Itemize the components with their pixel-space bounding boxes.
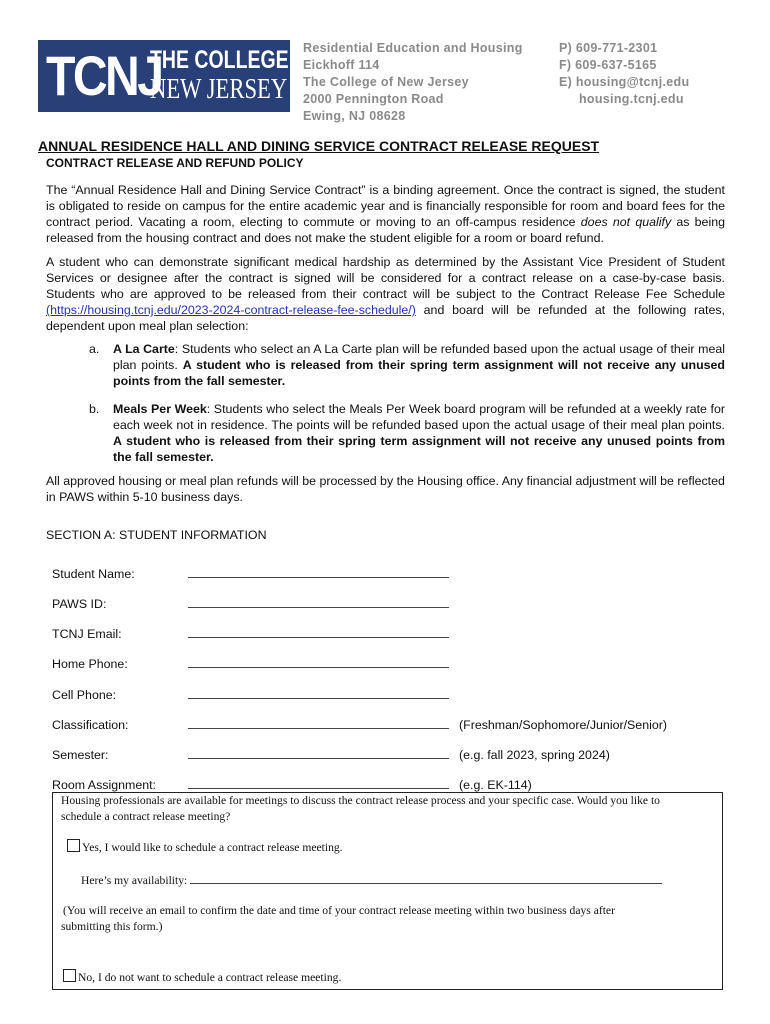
classification-input[interactable] (188, 717, 449, 729)
field-label: TCNJ Email: (52, 627, 122, 641)
list-marker: a. (89, 342, 100, 356)
paragraph-medical-hardship (46, 254, 725, 334)
phone-number: P) 609-771-2301 (559, 41, 658, 55)
field-semester (52, 747, 610, 762)
field-room-assignment (52, 777, 532, 792)
field-label: Student Name: (52, 567, 135, 581)
emphasis: does not qualify (580, 215, 672, 229)
semester-input[interactable] (188, 747, 449, 759)
availability-field (81, 873, 662, 889)
cell-phone-input[interactable] (188, 687, 449, 699)
logo-line-2: NEW JERSEY (150, 73, 288, 105)
text: as being released from the housing contract and does not make the student eligible for a room or board refund. (46, 215, 725, 245)
text: : Students who select the Meals Per Week board program will be refunded at a weekly rate for each week not in residence. The points will be refunded based upon the actual usage of their meal plan points. (113, 402, 726, 432)
field-hint: (e.g. fall 2023, spring 2024) (459, 748, 610, 762)
text: A student who can demonstrate significant medical hardship as determined by the Assistant Vice President of Student Services or designee after the contract is signed will be considered for a contract release on a case-by-case basis. Students who are approved to be released from their contract will be subject to the Contract Release Fee Schedule (46, 255, 725, 301)
field-cell-phone (52, 687, 449, 702)
meeting-note: submitting this form.) (61, 920, 163, 933)
field-student-name (52, 566, 449, 581)
address-line: Residential Education and Housing (303, 41, 523, 55)
meeting-yes-option[interactable] (67, 839, 343, 856)
field-home-phone (52, 656, 449, 671)
meeting-intro: Housing professionals are available for meetings to discuss the contract release process and your specific case. Would you like to (61, 794, 660, 807)
paragraph-binding-agreement (46, 182, 725, 246)
bold-note: A student who is released from their spring term assignment will not receive any unused points from the fall semester. (113, 358, 725, 388)
text: : Students who select an A La Carte plan will be refunded based upon the actual usage of their meal plan points. (113, 342, 725, 372)
field-paws-id (52, 596, 449, 611)
meeting-request-box (52, 792, 723, 990)
office-address (303, 40, 523, 125)
text: The “Annual Residence Hall and Dining Service Contract” is a binding agreement. Once the contract is signed, the student is obligated to reside on campus for the entire academic year and is financially responsible for room and board fees for the contract period. Vacating a room, electing to commute or moving to an off-campus residence (46, 183, 725, 229)
list-marker: b. (89, 402, 100, 416)
address-line: Ewing, NJ 08628 (303, 109, 406, 123)
meeting-intro: schedule a contract release meeting? (61, 810, 231, 823)
no-checkbox[interactable] (63, 969, 76, 982)
field-label: Classification: (52, 718, 129, 732)
meeting-no-option[interactable] (63, 969, 341, 986)
logo-tcnj-text: TCNJ (46, 44, 162, 107)
paragraph-refunds: All approved housing or meal plan refunds will be processed by the Housing office. Any financial adjustment will be reflected in PAWS within 5-10 business days. (46, 474, 725, 504)
logo-line-1: THE COLLEGE OF (150, 46, 322, 74)
address-line: Eickhoff 114 (303, 58, 380, 72)
tcnj-email-input[interactable] (188, 626, 449, 638)
email-address: E) housing@tcnj.edu (559, 75, 690, 89)
yes-label: Yes, I would like to schedule a contract release meeting. (82, 841, 343, 854)
bold-note: A student who is released from their spring term assignment will not receive any unused points from the fall semester. (113, 434, 725, 464)
student-name-input[interactable] (188, 566, 449, 578)
field-hint: (e.g. EK-114) (459, 778, 532, 792)
text: and board will be refunded at the following rates, dependent upon meal plan selection: (46, 303, 725, 333)
policy-heading: CONTRACT RELEASE AND REFUND POLICY (46, 156, 304, 170)
field-hint: (Freshman/Sophomore/Junior/Senior) (459, 718, 667, 732)
yes-checkbox[interactable] (67, 839, 80, 852)
availability-input[interactable] (190, 873, 662, 884)
meeting-note: (You will receive an email to confirm the date and time of your contract release meeting within two business days after (63, 904, 615, 917)
document-title: ANNUAL RESIDENCE HALL AND DINING SERVICE CONTRACT RELEASE REQUEST (38, 138, 600, 154)
list-item (89, 401, 726, 465)
fee-schedule-link[interactable]: (https://housing.tcnj.edu/2023-2024-contract-release-fee-schedule/) (46, 303, 416, 317)
field-tcnj-email (52, 626, 449, 641)
website: housing.tcnj.edu (579, 92, 684, 106)
address-line: The College of New Jersey (303, 75, 469, 89)
field-classification (52, 717, 667, 732)
field-label: Room Assignment: (52, 778, 156, 792)
room-assignment-input[interactable] (188, 777, 449, 789)
address-line: 2000 Pennington Road (303, 92, 444, 106)
list-term: A La Carte (113, 342, 175, 356)
section-a-heading: SECTION A: STUDENT INFORMATION (46, 528, 267, 542)
office-contact (559, 40, 689, 108)
list-term: Meals Per Week (113, 402, 207, 416)
no-label: No, I do not want to schedule a contract release meeting. (78, 971, 342, 984)
fax-number: F) 609-637-5165 (559, 58, 657, 72)
availability-label: Here’s my availability: (81, 874, 188, 887)
tcnj-logo (38, 40, 322, 112)
field-label: Semester: (52, 748, 109, 762)
list-item (89, 341, 725, 389)
home-phone-input[interactable] (188, 656, 449, 668)
field-label: PAWS ID: (52, 597, 107, 611)
field-label: Home Phone: (52, 657, 128, 671)
field-label: Cell Phone: (52, 688, 117, 702)
paws-id-input[interactable] (188, 596, 449, 608)
